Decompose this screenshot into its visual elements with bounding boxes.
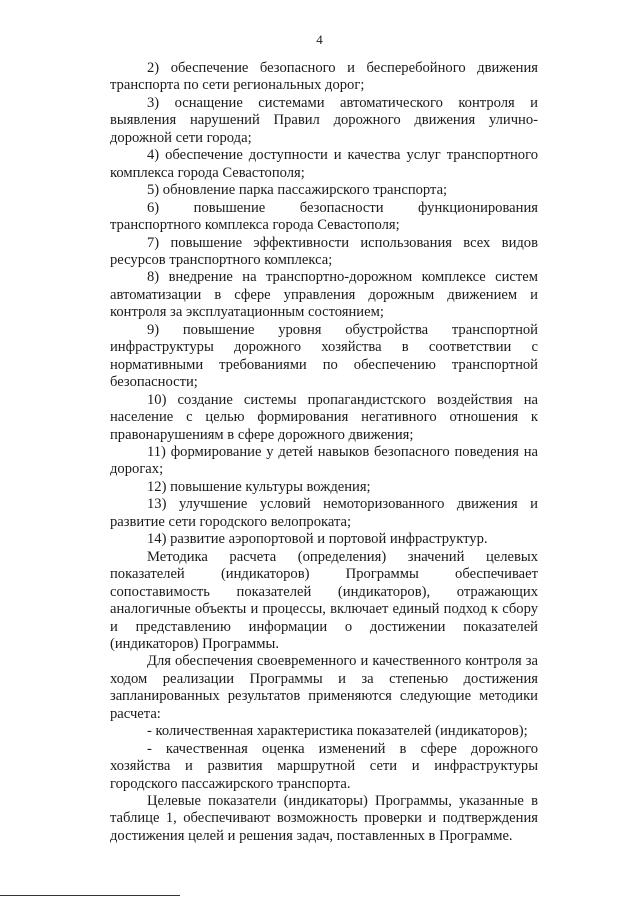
list-item-6: 6) повышение безопасности функционирования транспортного комплекса города Севастополя;	[110, 199, 538, 234]
list-item-7: 7) повышение эффективности использования всех видов ресурсов транспортного комплекса;	[110, 234, 538, 268]
footnote-divider	[0, 895, 180, 896]
list-item-10: 10) создание системы пропагандистского воздействия на население с целью формирования негативного отношения к правонарушениям в сфере дорожного движения;	[110, 391, 538, 443]
list-item-13: 13) улучшение условий немоторизованного движения и развитие сети городского велопроката;	[110, 496, 538, 530]
list-item-8: 8) внедрение на транспортно-дорожном комплексе систем автоматизации в сфере управления дорожным движением и контроля за эксплуатационным состоянием;	[110, 269, 538, 321]
list-item-3: 3) оснащение системами автоматического контроля и выявления нарушений Правил дорожного движения улично-дорожной сети города;	[110, 94, 538, 146]
list-item-9: 9) повышение уровня обустройства транспортной инфраструктуры дорожного хозяйства в соответствии с нормативными требованиями по обеспечению транспортной безопасности;	[110, 321, 538, 391]
list-item-12: 12) повышение культуры вождения;	[147, 478, 371, 495]
methodology-paragraph: Методика расчета (определения) значений целевых показателей (индикаторов) Программы обеспечивает сопоставимость показателей (индикаторов), отражающих аналогичные объекты и процессы, включает единый подход к сбору и представлению информации о достижении показателей (индикаторов) Программы.	[110, 548, 538, 652]
document-body	[110, 60, 538, 845]
page-number: 4	[316, 32, 323, 47]
list-item-5: 5) обновление парка пассажирского транспорта;	[147, 182, 448, 199]
list-item-14: 14) развитие аэропортовой и портовой инфраструктур.	[147, 531, 488, 548]
list-item-4: 4) обеспечение доступности и качества услуг транспортного комплекса города Севастополя;	[110, 147, 538, 181]
control-paragraph: Для обеспечения своевременного и качественного контроля за ходом реализации Программы и за степенью достижения запланированных результатов применяются следующие методики расчета:	[110, 653, 538, 722]
list-item-2: 2) обеспечение безопасного и бесперебойного движения транспорта по сети региональных дорог;	[110, 60, 538, 94]
method-item-qualitative: - качественная оценка изменений в сфере дорожного хозяйства и развития маршрутной сети и инфраструктуры городского пассажирского транспорта.	[110, 740, 538, 792]
indicators-paragraph: Целевые показатели (индикаторы) Программы, указанные в таблице 1, обеспечивают возможность проверки и подтверждения достижения целей и решения задач, поставленных в Программе.	[110, 793, 538, 844]
list-item-11: 11) формирование у детей навыков безопасного поведения на дорогах;	[110, 443, 538, 478]
method-item-quantitative: - количественная характеристика показателей (индикаторов);	[147, 723, 528, 740]
